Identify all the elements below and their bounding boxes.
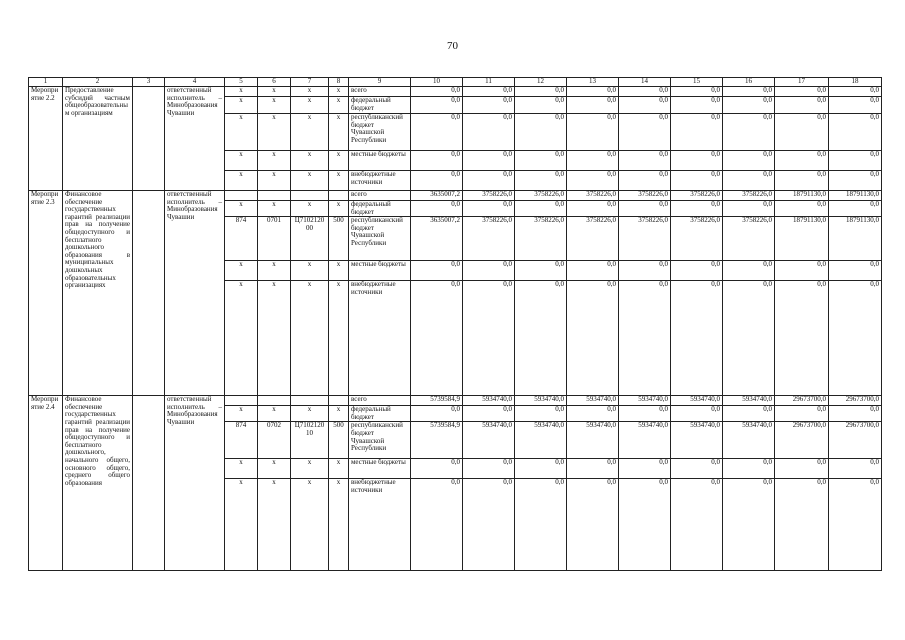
amount-cell: 0,0 bbox=[619, 87, 671, 97]
amount-cell: 0,0 bbox=[463, 97, 515, 114]
amount-cell: 0,0 bbox=[671, 479, 723, 571]
code-section: x bbox=[258, 479, 291, 571]
code-target: Ц710212010 bbox=[291, 422, 329, 459]
code-admin: x bbox=[225, 114, 258, 151]
code-section: x bbox=[258, 114, 291, 151]
amount-cell: 0,0 bbox=[829, 171, 882, 191]
amount-cell: 0,0 bbox=[723, 479, 775, 571]
amount-cell: 0,0 bbox=[671, 114, 723, 151]
funding-source: республиканский бюджет Чувашской Республики bbox=[349, 422, 411, 459]
code-target bbox=[291, 191, 329, 201]
code-type: x bbox=[329, 406, 349, 422]
amount-cell: 29673700,0 bbox=[829, 422, 882, 459]
amount-cell: 3758226,0 bbox=[463, 217, 515, 261]
amount-cell: 0,0 bbox=[829, 97, 882, 114]
column-header: 14 bbox=[619, 78, 671, 87]
amount-cell: 0,0 bbox=[411, 151, 463, 171]
code-target: x bbox=[291, 87, 329, 97]
amount-cell: 5934740,0 bbox=[567, 422, 619, 459]
code-target: x bbox=[291, 114, 329, 151]
amount-cell: 0,0 bbox=[463, 459, 515, 479]
code-section: 0701 bbox=[258, 217, 291, 261]
amount-cell: 0,0 bbox=[515, 261, 567, 281]
amount-cell: 0,0 bbox=[619, 459, 671, 479]
amount-cell: 0,0 bbox=[515, 97, 567, 114]
code-type: x bbox=[329, 171, 349, 191]
measure-description: Финансовое обеспечение государственных гарантий реализации прав на получение общедоступного и бесплатного дошкольного образования в муниципальных дошкольных образовательных организациях bbox=[63, 191, 133, 396]
amount-cell: 0,0 bbox=[463, 281, 515, 396]
column-header: 4 bbox=[165, 78, 225, 87]
amount-cell: 5934740,0 bbox=[463, 422, 515, 459]
code-target: x bbox=[291, 406, 329, 422]
funding-source: федеральный бюджет bbox=[349, 97, 411, 114]
code-type: 500 bbox=[329, 422, 349, 459]
code-type bbox=[329, 191, 349, 201]
amount-cell: 3758226,0 bbox=[567, 191, 619, 201]
column-header: 7 bbox=[291, 78, 329, 87]
amount-cell: 0,0 bbox=[515, 151, 567, 171]
amount-cell: 0,0 bbox=[723, 459, 775, 479]
amount-cell: 29673700,0 bbox=[775, 396, 829, 406]
measure-description: Предоставление субсидий частным общеобразовательным организациям bbox=[63, 87, 133, 191]
amount-cell: 5934740,0 bbox=[671, 422, 723, 459]
column-header: 18 bbox=[829, 78, 882, 87]
amount-cell: 18791130,0 bbox=[829, 191, 882, 201]
funding-source: внебюджетные источники bbox=[349, 171, 411, 191]
amount-cell: 0,0 bbox=[463, 406, 515, 422]
amount-cell: 3758226,0 bbox=[567, 217, 619, 261]
amount-cell: 0,0 bbox=[671, 201, 723, 217]
amount-cell: 0,0 bbox=[619, 261, 671, 281]
amount-cell: 0,0 bbox=[619, 97, 671, 114]
table-row bbox=[29, 191, 882, 201]
amount-cell: 0,0 bbox=[829, 406, 882, 422]
funding-source: республиканский бюджет Чувашской Республики bbox=[349, 217, 411, 261]
amount-cell: 0,0 bbox=[619, 151, 671, 171]
budget-table bbox=[28, 77, 882, 571]
amount-cell: 0,0 bbox=[411, 97, 463, 114]
code-section: x bbox=[258, 406, 291, 422]
amount-cell: 0,0 bbox=[723, 114, 775, 151]
code-admin: x bbox=[225, 406, 258, 422]
amount-cell: 0,0 bbox=[775, 151, 829, 171]
amount-cell: 0,0 bbox=[829, 87, 882, 97]
amount-cell: 0,0 bbox=[775, 201, 829, 217]
code-type bbox=[329, 396, 349, 406]
amount-cell: 0,0 bbox=[723, 151, 775, 171]
column-header: 3 bbox=[133, 78, 165, 87]
amount-cell: 5934740,0 bbox=[463, 396, 515, 406]
amount-cell: 0,0 bbox=[567, 114, 619, 151]
code-section bbox=[258, 191, 291, 201]
amount-cell: 0,0 bbox=[411, 201, 463, 217]
amount-cell: 29673700,0 bbox=[829, 396, 882, 406]
amount-cell: 5739584,9 bbox=[411, 422, 463, 459]
responsible-executor: ответственный исполнитель – Минобразования Чувашии bbox=[165, 191, 225, 396]
code-section: x bbox=[258, 87, 291, 97]
code-target bbox=[291, 396, 329, 406]
amount-cell: 0,0 bbox=[411, 171, 463, 191]
amount-cell: 0,0 bbox=[671, 97, 723, 114]
code-type: x bbox=[329, 479, 349, 571]
amount-cell: 0,0 bbox=[567, 406, 619, 422]
code-type: x bbox=[329, 201, 349, 217]
amount-cell: 0,0 bbox=[567, 97, 619, 114]
code-type: x bbox=[329, 459, 349, 479]
amount-cell: 0,0 bbox=[619, 114, 671, 151]
amount-cell: 3758226,0 bbox=[515, 191, 567, 201]
amount-cell: 3758226,0 bbox=[671, 217, 723, 261]
column-header: 2 bbox=[63, 78, 133, 87]
amount-cell: 0,0 bbox=[515, 171, 567, 191]
table-row bbox=[29, 396, 882, 406]
amount-cell: 0,0 bbox=[723, 87, 775, 97]
amount-cell: 0,0 bbox=[567, 171, 619, 191]
code-type: x bbox=[329, 97, 349, 114]
code-section: x bbox=[258, 261, 291, 281]
amount-cell: 0,0 bbox=[775, 114, 829, 151]
code-section: x bbox=[258, 151, 291, 171]
amount-cell: 0,0 bbox=[567, 151, 619, 171]
funding-source: внебюджетные источники bbox=[349, 281, 411, 396]
amount-cell: 0,0 bbox=[829, 479, 882, 571]
measure-name: Мероприятие 2.3 bbox=[29, 191, 63, 396]
code-target: x bbox=[291, 201, 329, 217]
amount-cell: 3635007,2 bbox=[411, 217, 463, 261]
funding-source: всего bbox=[349, 87, 411, 97]
column-header: 10 bbox=[411, 78, 463, 87]
amount-cell: 0,0 bbox=[723, 171, 775, 191]
amount-cell: 0,0 bbox=[411, 479, 463, 571]
code-admin bbox=[225, 396, 258, 406]
amount-cell: 5739584,9 bbox=[411, 396, 463, 406]
amount-cell: 0,0 bbox=[723, 406, 775, 422]
code-section: x bbox=[258, 459, 291, 479]
code-type: x bbox=[329, 151, 349, 171]
amount-cell: 0,0 bbox=[619, 201, 671, 217]
amount-cell: 3758226,0 bbox=[723, 191, 775, 201]
amount-cell: 0,0 bbox=[775, 479, 829, 571]
amount-cell: 0,0 bbox=[619, 281, 671, 396]
code-admin: x bbox=[225, 151, 258, 171]
amount-cell: 3758226,0 bbox=[671, 191, 723, 201]
column-header: 8 bbox=[329, 78, 349, 87]
amount-cell: 0,0 bbox=[567, 87, 619, 97]
code-type: x bbox=[329, 114, 349, 151]
amount-cell: 0,0 bbox=[829, 261, 882, 281]
amount-cell: 0,0 bbox=[671, 459, 723, 479]
amount-cell: 0,0 bbox=[829, 114, 882, 151]
code-section bbox=[258, 396, 291, 406]
code-target: x bbox=[291, 281, 329, 396]
measure-name: Мероприятие 2.2 bbox=[29, 87, 63, 191]
amount-cell: 0,0 bbox=[515, 114, 567, 151]
target-indicator bbox=[133, 87, 165, 191]
funding-source: федеральный бюджет bbox=[349, 201, 411, 217]
column-header: 5 bbox=[225, 78, 258, 87]
target-indicator bbox=[133, 191, 165, 396]
code-target: x bbox=[291, 479, 329, 571]
amount-cell: 0,0 bbox=[567, 281, 619, 396]
amount-cell: 5934740,0 bbox=[567, 396, 619, 406]
amount-cell: 0,0 bbox=[829, 201, 882, 217]
code-admin: x bbox=[225, 87, 258, 97]
amount-cell: 0,0 bbox=[515, 406, 567, 422]
funding-source: местные бюджеты bbox=[349, 459, 411, 479]
amount-cell: 5934740,0 bbox=[671, 396, 723, 406]
measure-description: Финансовое обеспечение государственных гарантий реализации прав на получение общедоступного и бесплатного дошкольного, начального общего, основного общего, среднего общего образования bbox=[63, 396, 133, 571]
amount-cell: 5934740,0 bbox=[515, 396, 567, 406]
funding-source: внебюджетные источники bbox=[349, 479, 411, 571]
amount-cell: 0,0 bbox=[411, 114, 463, 151]
code-admin: 874 bbox=[225, 217, 258, 261]
amount-cell: 0,0 bbox=[411, 459, 463, 479]
amount-cell: 0,0 bbox=[671, 406, 723, 422]
code-type: 500 bbox=[329, 217, 349, 261]
amount-cell: 0,0 bbox=[463, 151, 515, 171]
code-admin: x bbox=[225, 171, 258, 191]
amount-cell: 0,0 bbox=[829, 281, 882, 396]
column-header: 6 bbox=[258, 78, 291, 87]
amount-cell: 0,0 bbox=[463, 171, 515, 191]
amount-cell: 0,0 bbox=[515, 479, 567, 571]
column-header: 13 bbox=[567, 78, 619, 87]
code-admin: x bbox=[225, 97, 258, 114]
table-row bbox=[29, 87, 882, 97]
amount-cell: 0,0 bbox=[411, 87, 463, 97]
code-target: x bbox=[291, 459, 329, 479]
column-header: 15 bbox=[671, 78, 723, 87]
amount-cell: 5934740,0 bbox=[723, 422, 775, 459]
code-section: x bbox=[258, 281, 291, 396]
code-target: Ц710212000 bbox=[291, 217, 329, 261]
code-section: x bbox=[258, 171, 291, 191]
amount-cell: 0,0 bbox=[723, 261, 775, 281]
amount-cell: 0,0 bbox=[515, 201, 567, 217]
amount-cell: 5934740,0 bbox=[619, 422, 671, 459]
column-header: 1 bbox=[29, 78, 63, 87]
target-indicator bbox=[133, 396, 165, 571]
code-admin: x bbox=[225, 201, 258, 217]
amount-cell: 3758226,0 bbox=[463, 191, 515, 201]
amount-cell: 0,0 bbox=[671, 151, 723, 171]
amount-cell: 5934740,0 bbox=[619, 396, 671, 406]
code-admin: x bbox=[225, 459, 258, 479]
header-row bbox=[29, 78, 882, 87]
amount-cell: 0,0 bbox=[829, 151, 882, 171]
responsible-executor: ответственный исполнитель – Минобразования Чувашии bbox=[165, 87, 225, 191]
amount-cell: 0,0 bbox=[723, 281, 775, 396]
column-header: 9 bbox=[349, 78, 411, 87]
amount-cell: 18791130,0 bbox=[775, 217, 829, 261]
code-type: x bbox=[329, 281, 349, 396]
amount-cell: 3758226,0 bbox=[619, 191, 671, 201]
amount-cell: 0,0 bbox=[775, 406, 829, 422]
amount-cell: 0,0 bbox=[567, 261, 619, 281]
amount-cell: 0,0 bbox=[619, 406, 671, 422]
amount-cell: 0,0 bbox=[775, 261, 829, 281]
amount-cell: 3758226,0 bbox=[515, 217, 567, 261]
column-header: 17 bbox=[775, 78, 829, 87]
amount-cell: 0,0 bbox=[775, 171, 829, 191]
funding-source: местные бюджеты bbox=[349, 151, 411, 171]
code-type: x bbox=[329, 87, 349, 97]
funding-source: федеральный бюджет bbox=[349, 406, 411, 422]
amount-cell: 0,0 bbox=[463, 87, 515, 97]
funding-source: республиканский бюджет Чувашской Республики bbox=[349, 114, 411, 151]
amount-cell: 0,0 bbox=[463, 479, 515, 571]
amount-cell: 18791130,0 bbox=[775, 191, 829, 201]
code-target: x bbox=[291, 171, 329, 191]
amount-cell: 0,0 bbox=[775, 281, 829, 396]
amount-cell: 0,0 bbox=[463, 114, 515, 151]
amount-cell: 0,0 bbox=[619, 479, 671, 571]
code-admin bbox=[225, 191, 258, 201]
amount-cell: 18791130,0 bbox=[829, 217, 882, 261]
amount-cell: 0,0 bbox=[463, 261, 515, 281]
amount-cell: 0,0 bbox=[567, 479, 619, 571]
amount-cell: 0,0 bbox=[671, 261, 723, 281]
code-admin: x bbox=[225, 479, 258, 571]
code-section: 0702 bbox=[258, 422, 291, 459]
code-section: x bbox=[258, 97, 291, 114]
amount-cell: 0,0 bbox=[515, 281, 567, 396]
amount-cell: 0,0 bbox=[567, 201, 619, 217]
code-target: x bbox=[291, 261, 329, 281]
column-header: 11 bbox=[463, 78, 515, 87]
page-number: 70 bbox=[447, 40, 458, 52]
measure-name: Мероприятие 2.4 bbox=[29, 396, 63, 571]
amount-cell: 0,0 bbox=[463, 201, 515, 217]
amount-cell: 29673700,0 bbox=[775, 422, 829, 459]
amount-cell: 3635007,2 bbox=[411, 191, 463, 201]
amount-cell: 0,0 bbox=[829, 459, 882, 479]
code-type: x bbox=[329, 261, 349, 281]
column-header: 12 bbox=[515, 78, 567, 87]
amount-cell: 0,0 bbox=[411, 261, 463, 281]
code-section: x bbox=[258, 201, 291, 217]
code-admin: x bbox=[225, 261, 258, 281]
amount-cell: 3758226,0 bbox=[723, 217, 775, 261]
amount-cell: 0,0 bbox=[671, 87, 723, 97]
amount-cell: 3758226,0 bbox=[619, 217, 671, 261]
amount-cell: 0,0 bbox=[515, 87, 567, 97]
amount-cell: 0,0 bbox=[411, 281, 463, 396]
amount-cell: 0,0 bbox=[411, 406, 463, 422]
responsible-executor: ответственный исполнитель – Минобразования Чувашии bbox=[165, 396, 225, 571]
amount-cell: 0,0 bbox=[723, 201, 775, 217]
amount-cell: 0,0 bbox=[775, 97, 829, 114]
amount-cell: 0,0 bbox=[515, 459, 567, 479]
amount-cell: 0,0 bbox=[567, 459, 619, 479]
amount-cell: 0,0 bbox=[671, 171, 723, 191]
column-header: 16 bbox=[723, 78, 775, 87]
amount-cell: 0,0 bbox=[775, 87, 829, 97]
amount-cell: 0,0 bbox=[671, 281, 723, 396]
amount-cell: 0,0 bbox=[723, 97, 775, 114]
funding-source: местные бюджеты bbox=[349, 261, 411, 281]
code-target: x bbox=[291, 151, 329, 171]
code-admin: 874 bbox=[225, 422, 258, 459]
amount-cell: 0,0 bbox=[619, 171, 671, 191]
funding-source: всего bbox=[349, 191, 411, 201]
funding-source: всего bbox=[349, 396, 411, 406]
code-admin: x bbox=[225, 281, 258, 396]
code-target: x bbox=[291, 97, 329, 114]
amount-cell: 5934740,0 bbox=[515, 422, 567, 459]
amount-cell: 5934740,0 bbox=[723, 396, 775, 406]
amount-cell: 0,0 bbox=[775, 459, 829, 479]
